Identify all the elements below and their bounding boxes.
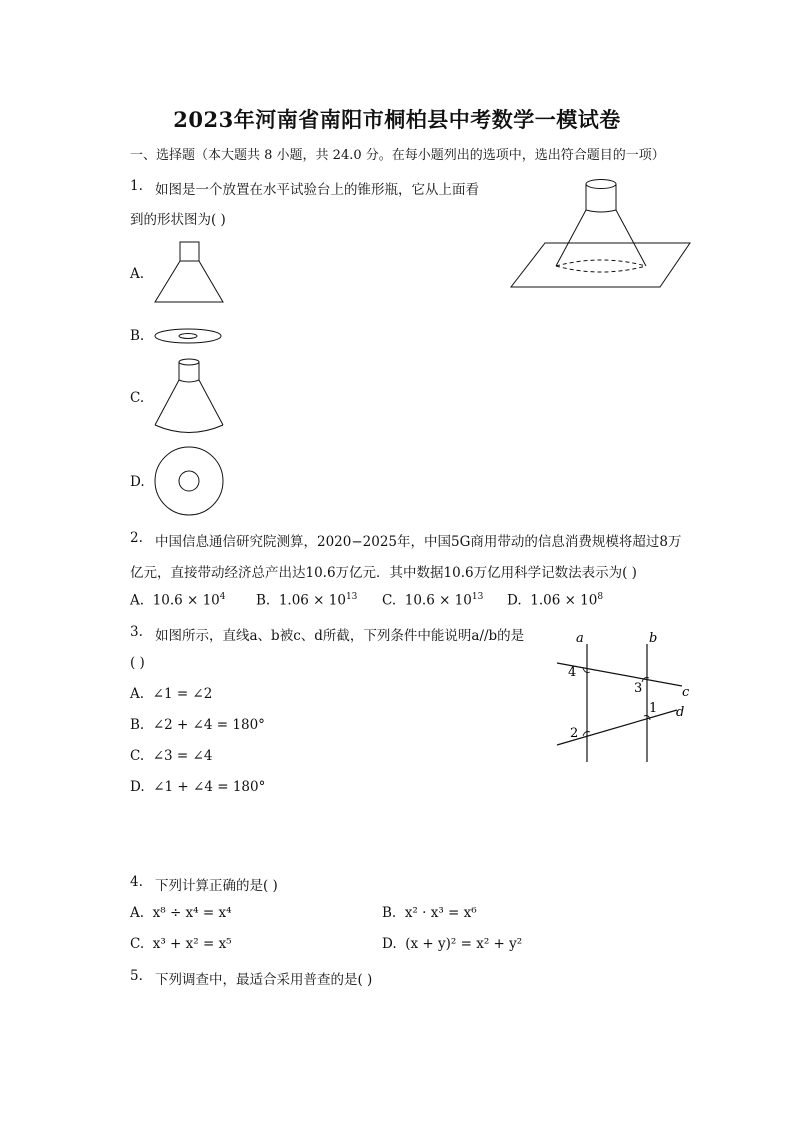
q1-option-b-figure [150, 326, 230, 346]
q1-option-a-label[interactable]: A. [130, 266, 145, 282]
q5-number: 5. [130, 968, 143, 984]
q2-option-a[interactable]: A. $10.6 \times 10^4$ [130, 592, 226, 609]
q1-line1: 如图是一个放置在水平试验台上的锥形瓶，它从上面看 [155, 182, 479, 198]
q3-option-d[interactable]: D. ∠1 + ∠4 = 180° [130, 779, 266, 795]
q3-line1: 如图所示，直线a、b被c、d所截，下列条件中能说明a//b的是 [155, 628, 525, 644]
q1-option-b-label[interactable]: B. [130, 328, 145, 344]
q3-number: 3. [130, 624, 143, 640]
q3-option-c[interactable]: C. ∠3 = ∠4 [130, 748, 213, 764]
q2-number: 2. [130, 530, 143, 546]
q1-line2: 到的形状图为( ) [130, 212, 226, 228]
q1-option-d-figure [150, 444, 230, 520]
parallel-lines-figure [552, 628, 697, 768]
q4-number: 4. [130, 874, 143, 890]
angle-label-1: 1 [649, 701, 658, 716]
angle-label-4: 4 [568, 665, 577, 680]
q1-option-a-figure [150, 240, 230, 306]
label-a: a [576, 631, 584, 646]
angle-label-2: 2 [570, 726, 579, 741]
flask-on-table-figure [505, 175, 695, 295]
label-d: d [676, 705, 685, 720]
q4-option-c[interactable]: C. x³ + x² = x⁵ [130, 936, 232, 952]
q2-line1: 中国信息通信研究院测算，2020−2025年，中国5G商用带动的信息消费规模将超过8万 [155, 534, 682, 550]
section-heading: 一、选择题（本大题共 8 小题，共 24.0 分。在每小题列出的选项中，选出符合题目的一项） [130, 148, 665, 163]
q1-option-c-label[interactable]: C. [130, 390, 145, 406]
angle-label-3: 3 [634, 681, 643, 696]
q4-option-b[interactable]: B. x² · x³ = x⁶ [382, 905, 477, 921]
q3-option-b[interactable]: B. ∠2 + ∠4 = 180° [130, 717, 265, 733]
label-c: c [682, 685, 690, 700]
q2-line2: 亿元，直接带动经济总产出达10.6万亿元．其中数据10.6万亿用科学记数法表示为( ) [130, 565, 637, 581]
q4-stem: 下列计算正确的是( ) [155, 878, 278, 894]
q4-option-a[interactable]: A. x⁸ ÷ x⁴ = x⁴ [130, 905, 232, 921]
q4-option-d[interactable]: D. (x + y)² = x² + y² [382, 936, 523, 952]
q2-option-b[interactable]: B. $1.06 \times 10^{13}$ [256, 592, 358, 609]
q1-option-c-figure [150, 356, 230, 436]
q2-option-d[interactable]: D. $1.06 \times 10^8$ [507, 592, 604, 609]
q1-number: 1. [130, 178, 143, 194]
page-title: 2023年河南省南阳市桐柏县中考数学一模试卷 [173, 107, 621, 132]
q3-line2: ( ) [130, 655, 145, 671]
q1-option-d-label[interactable]: D. [130, 474, 145, 490]
q3-option-a[interactable]: A. ∠1 = ∠2 [130, 686, 213, 702]
q2-option-c[interactable]: C. $10.6 \times 10^{13}$ [382, 592, 484, 609]
q5-stem: 下列调查中，最适合采用普查的是( ) [155, 972, 373, 988]
label-b: b [649, 631, 658, 646]
